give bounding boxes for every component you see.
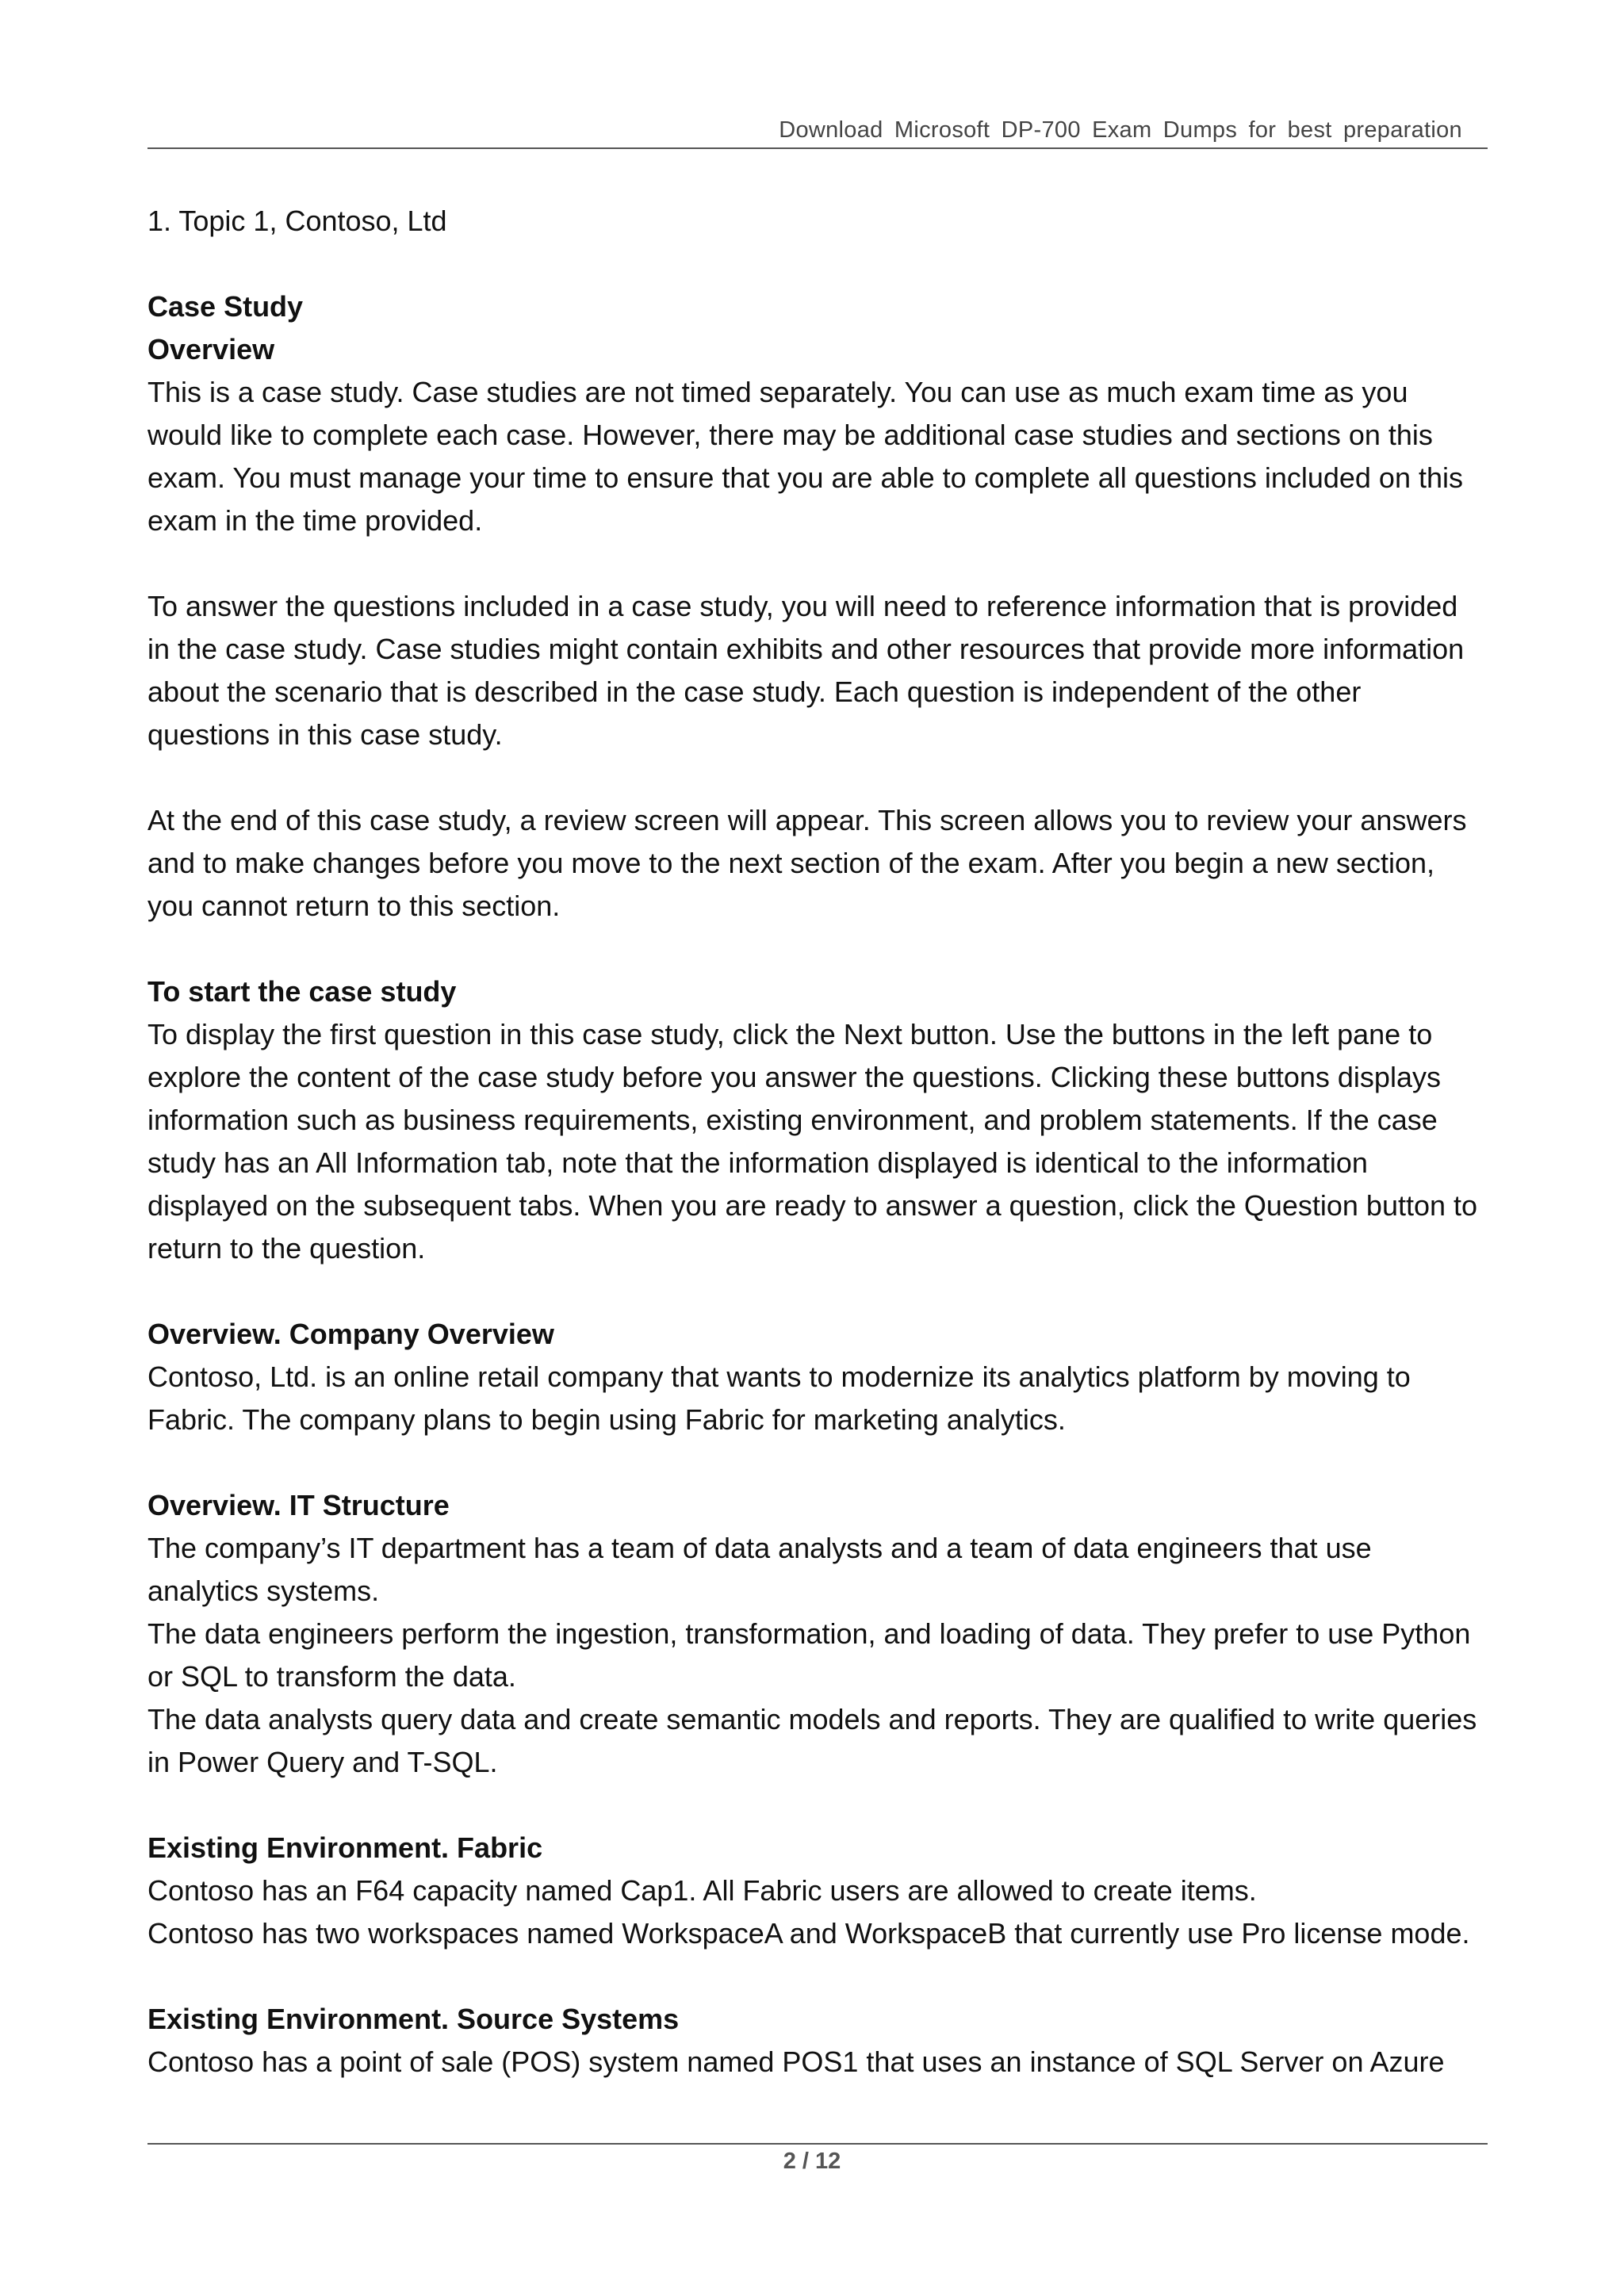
review-line: At the end of this case study, a review screen will appear. This screen allows you to review your answers [147, 804, 1467, 836]
answer-line: questions in this case study. [147, 718, 503, 751]
overview-line: exam. You must manage your time to ensure that you are able to complete all questions included on this [147, 461, 1463, 494]
fabric-heading: Existing Environment. Fabric [147, 1831, 543, 1864]
page-content [147, 200, 1488, 2084]
start-line: displayed on the subsequent tabs. When you are ready to answer a question, click the Question button to [147, 1189, 1478, 1222]
it-line: in Power Query and T-SQL. [147, 1746, 498, 1778]
it-line: The data engineers perform the ingestion, transformation, and loading of data. They prefer to use Python [147, 1617, 1471, 1650]
answer-line: about the scenario that is described in the case study. Each question is independent of the other [147, 675, 1362, 708]
overview-line: This is a case study. Case studies are not timed separately. You can use as much exam time as you [147, 376, 1408, 408]
company-line: Contoso, Ltd. is an online retail company that wants to modernize its analytics platform by moving to [147, 1360, 1411, 1393]
it-line: or SQL to transform the data. [147, 1660, 516, 1693]
fabric-line: Contoso has two workspaces named WorkspaceA and WorkspaceB that currently use Pro license mode. [147, 1917, 1470, 1950]
overview-heading: Overview [147, 333, 275, 365]
company-line: Fabric. The company plans to begin using Fabric for marketing analytics. [147, 1403, 1066, 1436]
source-systems-heading: Existing Environment. Source Systems [147, 2003, 680, 2035]
page-header: Download Microsoft DP-700 Exam Dumps for best preparation [779, 117, 1462, 143]
review-line: and to make changes before you move to the next section of the exam. After you begin a new section, [147, 847, 1434, 879]
company-overview-heading: Overview. Company Overview [147, 1318, 554, 1350]
fabric-line: Contoso has an F64 capacity named Cap1. All Fabric users are allowed to create items. [147, 1874, 1257, 1907]
it-line: The company’s IT department has a team of data analysts and a team of data engineers that use [147, 1532, 1372, 1564]
it-line: The data analysts query data and create semantic models and reports. They are qualified to write queries [147, 1703, 1477, 1735]
source-line: Contoso has a point of sale (POS) system named POS1 that uses an instance of SQL Server on Azure [147, 2045, 1445, 2078]
overview-line: would like to complete each case. However, there may be additional case studies and sections on this [147, 419, 1433, 451]
it-structure-heading: Overview. IT Structure [147, 1489, 450, 1521]
overview-line: exam in the time provided. [147, 504, 483, 537]
answer-line: in the case study. Case studies might contain exhibits and other resources that provide more information [147, 633, 1465, 665]
page-number: 2 / 12 [783, 2149, 841, 2174]
case-study-heading: Case Study [147, 290, 304, 323]
header-divider [147, 147, 1488, 149]
start-line: study has an All Information tab, note that the information displayed is identical to the information [147, 1146, 1368, 1179]
start-heading: To start the case study [147, 975, 457, 1008]
start-line: return to the question. [147, 1232, 426, 1265]
it-line: analytics systems. [147, 1575, 380, 1607]
topic-title: 1. Topic 1, Contoso, Ltd [147, 205, 447, 237]
footer-divider [147, 2143, 1488, 2145]
start-line: To display the first question in this case study, click the Next button. Use the buttons in the left pane to [147, 1018, 1433, 1050]
start-line: information such as business requirements, existing environment, and problem statements. If the case [147, 1104, 1438, 1136]
answer-line: To answer the questions included in a case study, you will need to reference information that is provided [147, 590, 1458, 622]
review-line: you cannot return to this section. [147, 890, 561, 922]
start-line: explore the content of the case study before you answer the questions. Clicking these buttons displays [147, 1061, 1441, 1093]
